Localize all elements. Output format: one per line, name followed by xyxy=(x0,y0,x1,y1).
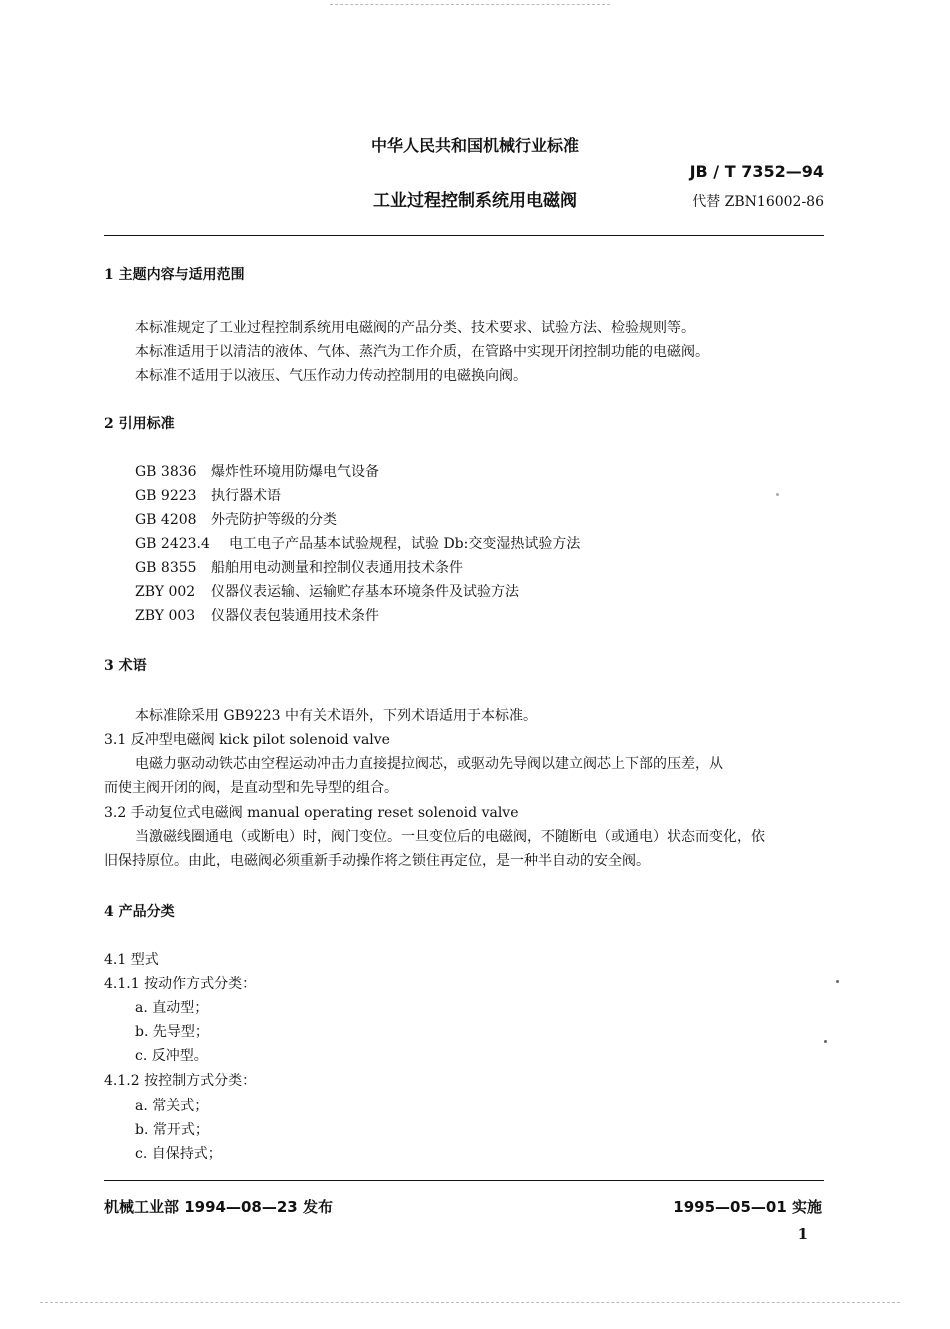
subsection-4-1-heading: 4.1 型式 xyxy=(104,952,159,968)
reference-title: 执行器术语 xyxy=(211,488,281,504)
section-3-intro: 本标准除采用 GB9223 中有关术语外，下列术语适用于本标准。 xyxy=(135,708,537,724)
section-3-heading: 3 术语 xyxy=(104,658,147,674)
subsection-4-1-2-heading: 4.1.2 按控制方式分类： xyxy=(104,1073,257,1089)
footer-rule xyxy=(104,1180,824,1181)
reference-code: GB 3836 xyxy=(135,464,197,480)
scan-speck xyxy=(836,980,839,983)
reference-item xyxy=(135,558,463,578)
section-1-paragraph: 本标准不适用于以液压、气压作动力传动控制用的电磁换向阀。 xyxy=(135,368,527,384)
list-item: a. 直动型； xyxy=(135,1000,209,1016)
list-item: c. 反冲型。 xyxy=(135,1048,208,1064)
reference-title: 外壳防护等级的分类 xyxy=(211,512,337,528)
scan-artifact xyxy=(330,4,610,5)
replaces-standard: 代替 ZBN16002-86 xyxy=(692,194,824,210)
reference-code: GB 8355 xyxy=(135,560,197,576)
term-3-2-text: 旧保持原位。由此，电磁阀必须重新手动操作将之锁住再定位，是一种半自动的安全阀。 xyxy=(104,853,650,869)
reference-item xyxy=(135,486,281,506)
list-item: b. 先导型； xyxy=(135,1024,209,1040)
scan-speck xyxy=(824,1040,827,1043)
section-2-heading: 2 引用标准 xyxy=(104,416,175,432)
list-item: c. 自保持式； xyxy=(135,1146,222,1162)
reference-item xyxy=(135,606,379,626)
reference-title: 电工电子产品基本试验规程，试验 Db:交变湿热试验方法 xyxy=(229,536,581,552)
effective-date: 1995—05—01 实施 xyxy=(673,1198,822,1216)
header-rule xyxy=(104,235,824,236)
term-3-1-text: 电磁力驱动动铁芯由空程运动冲击力直接提拉阀芯，或驱动先导阀以建立阀芯上下部的压差，从 xyxy=(135,756,723,772)
reference-item xyxy=(135,534,580,554)
term-3-1-heading: 3.1 反冲型电磁阀 kick pilot solenoid valve xyxy=(104,732,390,748)
reference-code: ZBY 003 xyxy=(135,608,196,624)
reference-title: 船舶用电动测量和控制仪表通用技术条件 xyxy=(211,560,463,576)
term-3-1-text: 而使主阀开闭的阀，是直动型和先导型的组合。 xyxy=(104,780,398,796)
reference-code: GB 9223 xyxy=(135,488,197,504)
reference-title: 爆炸性环境用防爆电气设备 xyxy=(211,464,379,480)
section-1-paragraph: 本标准规定了工业过程控制系统用电磁阀的产品分类、技术要求、试验方法、检验规则等。 xyxy=(135,320,695,336)
section-1-paragraph: 本标准适用于以清洁的液体、气体、蒸汽为工作介质，在管路中实现开闭控制功能的电磁阀。 xyxy=(135,344,709,360)
page-number: 1 xyxy=(797,1225,808,1243)
reference-title: 仪器仪表运输、运输贮存基本环境条件及试验方法 xyxy=(211,584,519,600)
term-3-2-heading: 3.2 手动复位式电磁阀 manual operating reset solenoid valve xyxy=(104,805,519,821)
section-1-heading: 1 主题内容与适用范围 xyxy=(104,267,245,283)
term-3-2-text: 当激磁线圈通电（或断电）时，阀门变位。一旦变位后的电磁阀，不随断电（或通电）状态而变化，依 xyxy=(135,829,765,845)
issued-by: 机械工业部 1994—08—23 发布 xyxy=(104,1198,333,1216)
org-title: 中华人民共和国机械行业标准 xyxy=(370,136,579,155)
subsection-4-1-1-heading: 4.1.1 按动作方式分类： xyxy=(104,976,257,992)
list-item: b. 常开式； xyxy=(135,1122,209,1138)
list-item: a. 常关式； xyxy=(135,1098,209,1114)
reference-code: ZBY 002 xyxy=(135,584,196,600)
standard-number: JB / T 7352—94 xyxy=(689,162,824,181)
reference-item xyxy=(135,510,337,530)
reference-item xyxy=(135,462,379,482)
reference-title: 仪器仪表包装通用技术条件 xyxy=(211,608,379,624)
reference-item xyxy=(135,582,519,602)
reference-code: GB 2423.4 xyxy=(135,536,210,552)
document-title: 工业过程控制系统用电磁阀 xyxy=(373,191,577,211)
scan-speck xyxy=(776,493,779,496)
scan-artifact xyxy=(40,1302,900,1303)
reference-code: GB 4208 xyxy=(135,512,197,528)
section-4-heading: 4 产品分类 xyxy=(104,904,175,920)
